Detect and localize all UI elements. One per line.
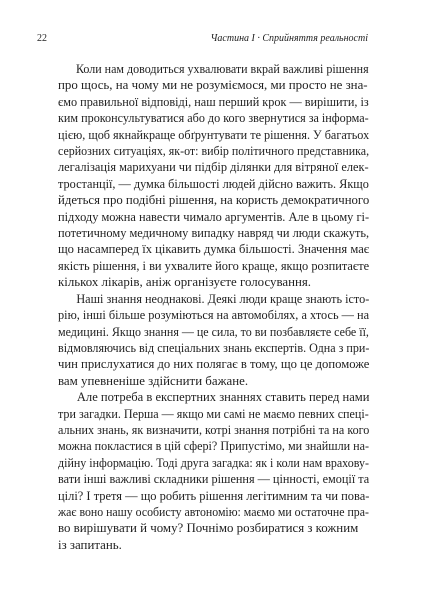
text-line: жає воно нашу особисту автономію: маємо ми остаточне пра- bbox=[58, 504, 369, 519]
text-line: цілі? І третя — що робить рішення легітимним та чи пова- bbox=[58, 488, 370, 503]
text-line: йдеться про подібні рішення, на користь демократичного bbox=[58, 193, 370, 208]
text-line: вам упевненіше здійснити бажане. bbox=[58, 373, 249, 388]
text-line: ємо правильної відповіді, наш перший крок — вирішити, із bbox=[58, 94, 369, 109]
paragraph bbox=[58, 291, 369, 389]
paragraph bbox=[58, 61, 369, 291]
text-line: підходу можна навести чимало аргументів. Але в цьому гі- bbox=[58, 209, 370, 224]
page-header bbox=[37, 32, 368, 46]
paragraph bbox=[58, 389, 369, 553]
text-line: Коли нам доводиться ухвалювати вкрай важливі рішення bbox=[58, 62, 369, 76]
text-line: про щось, на чому ми не розуміємося, ми просто не зна- bbox=[58, 78, 368, 93]
running-head: Частина I · Сприйняття реальності bbox=[210, 33, 368, 44]
text-line: цією, щоб якнайкраще обґрунтувати те рішення. У багатьох bbox=[58, 127, 370, 142]
text-line: можна покластися в цій сфері? Припустімо, ми знайшли на- bbox=[58, 439, 370, 454]
text-line: якість рішення, і ви ухвалите його краще, якщо розпитаєте bbox=[58, 258, 370, 273]
text-line: відмовляючись від спеціальних знань експертів. Одна з при- bbox=[58, 340, 370, 355]
text-line: Наші знання неоднакові. Деякі люди краще знають істо- bbox=[58, 291, 370, 306]
text-line: три загадки. Перша — якщо ми самі не маємо певних спеці- bbox=[58, 406, 369, 421]
text-line: рію, інші більше розуміються на автомобілях, а хтось — на bbox=[58, 308, 370, 323]
text-line: легалізація марихуани чи підбір ділянки для вітряної елек- bbox=[58, 160, 369, 175]
text-line: ким проконсультуватися або до кого звернутися за інформа- bbox=[58, 111, 369, 126]
text-line: медицині. Якщо знання — це сила, то ви позбавляєте себе її, bbox=[58, 324, 369, 339]
text-line: вати інші важливі складники рішення — цінності, емоції та bbox=[58, 472, 370, 487]
text-line: тростанції, — думка більшості людей дійсно важить. Якщо bbox=[58, 176, 369, 191]
text-line: серйозних ситуаціях, як-от: вибір політичного представника, bbox=[58, 144, 370, 159]
text-line: із запитань. bbox=[58, 537, 122, 552]
text-line: кількох лікарів, аніж організуєте голосування. bbox=[58, 275, 312, 290]
body-text bbox=[58, 61, 369, 553]
text-line: дійну інформацію. Тоді друга загадка: як і коли нам врахову- bbox=[58, 455, 369, 470]
text-line: Але потреба в експертних знаннях ставить перед нами bbox=[58, 390, 370, 405]
page-number: 22 bbox=[37, 33, 47, 44]
text-line: що насамперед їх цікавить думка більшості. Значення має bbox=[58, 242, 370, 257]
text-line: во вирішувати й чому? Почнімо розбиратися з кожним bbox=[58, 521, 359, 536]
text-line: альних знань, як визначити, котрі знання потрібні та на кого bbox=[58, 422, 370, 437]
text-line: чин прислухатися до них полягає в тому, що це допоможе bbox=[58, 357, 370, 372]
text-line: потетичному медичному випадку навряд чи люди скажуть, bbox=[58, 226, 370, 241]
